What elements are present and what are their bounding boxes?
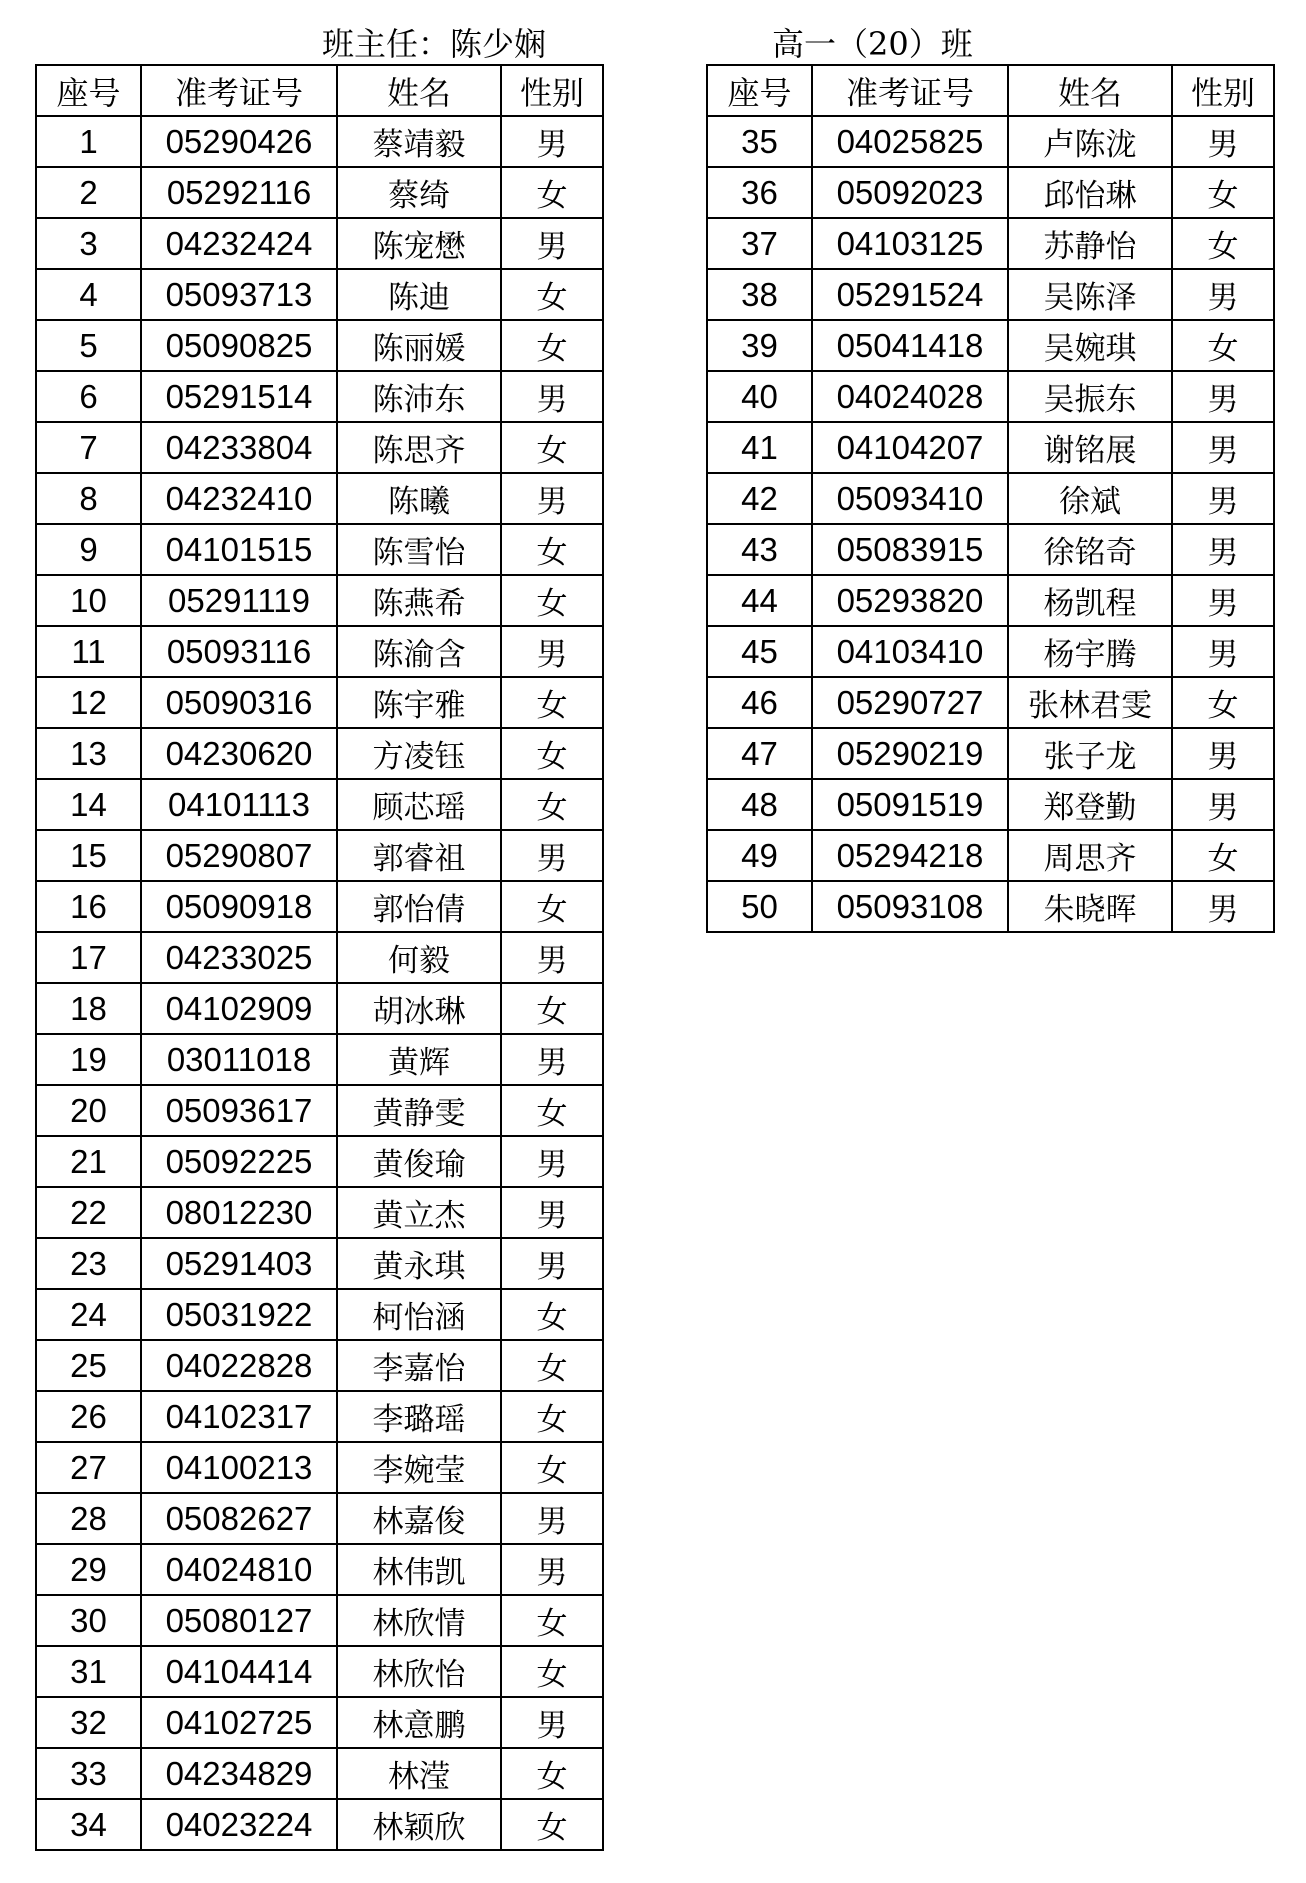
sex-cell: 女: [501, 524, 603, 575]
exam-id-header: 准考证号: [141, 65, 337, 116]
table-row: [36, 1136, 603, 1187]
seat-header: 座号: [707, 65, 812, 116]
sex-cell: 男: [501, 218, 603, 269]
name-cell: 张林君雯: [1008, 677, 1172, 728]
name-cell: 陈燕希: [337, 575, 501, 626]
sex-cell: 男: [1172, 422, 1274, 473]
name-cell: 邱怡琳: [1008, 167, 1172, 218]
name-cell: 蔡绮: [337, 167, 501, 218]
seat-cell: 12: [36, 677, 141, 728]
seat-cell: 40: [707, 371, 812, 422]
table-row: [36, 1238, 603, 1289]
seat-cell: 46: [707, 677, 812, 728]
header-row: [36, 65, 603, 116]
table-row: [707, 167, 1274, 218]
table-row: [36, 575, 603, 626]
exam-id-header: 准考证号: [812, 65, 1008, 116]
name-cell: 李璐瑶: [337, 1391, 501, 1442]
sex-cell: 男: [1172, 728, 1274, 779]
seat-cell: 50: [707, 881, 812, 932]
table-row: [707, 473, 1274, 524]
exam-id-cell: 08012230: [141, 1187, 337, 1238]
table-row: [36, 371, 603, 422]
sex-cell: 女: [501, 269, 603, 320]
name-cell: 谢铭展: [1008, 422, 1172, 473]
seat-cell: 1: [36, 116, 141, 167]
name-cell: 黄立杰: [337, 1187, 501, 1238]
sex-cell: 男: [1172, 473, 1274, 524]
sex-cell: 女: [1172, 830, 1274, 881]
table-row: [36, 983, 603, 1034]
name-cell: 徐斌: [1008, 473, 1172, 524]
sex-cell: 男: [501, 1034, 603, 1085]
seat-cell: 11: [36, 626, 141, 677]
exam-id-cell: 05293820: [812, 575, 1008, 626]
seat-cell: 32: [36, 1697, 141, 1748]
seat-cell: 26: [36, 1391, 141, 1442]
table-row: [707, 830, 1274, 881]
seat-cell: 31: [36, 1646, 141, 1697]
exam-id-cell: 04232410: [141, 473, 337, 524]
table-row: [36, 1034, 603, 1085]
table-row: [36, 1391, 603, 1442]
seat-cell: 27: [36, 1442, 141, 1493]
table-row: [36, 1595, 603, 1646]
seat-cell: 45: [707, 626, 812, 677]
table-row: [36, 1748, 603, 1799]
name-cell: 苏静怡: [1008, 218, 1172, 269]
seat-cell: 15: [36, 830, 141, 881]
seat-cell: 16: [36, 881, 141, 932]
seat-cell: 20: [36, 1085, 141, 1136]
name-cell: 顾芯瑶: [337, 779, 501, 830]
table-row: [36, 1697, 603, 1748]
sex-cell: 女: [501, 1340, 603, 1391]
sex-cell: 女: [501, 728, 603, 779]
roster-table-left: [35, 64, 604, 1851]
exam-id-cell: 05090316: [141, 677, 337, 728]
seat-cell: 21: [36, 1136, 141, 1187]
table-row: [707, 779, 1274, 830]
sex-cell: 女: [1172, 218, 1274, 269]
table-row: [36, 1187, 603, 1238]
exam-id-cell: 04100213: [141, 1442, 337, 1493]
sex-cell: 男: [501, 1697, 603, 1748]
table-row: [36, 830, 603, 881]
sex-cell: 男: [1172, 881, 1274, 932]
table-row: [36, 422, 603, 473]
exam-id-cell: 04024810: [141, 1544, 337, 1595]
exam-id-cell: 05290807: [141, 830, 337, 881]
table-row: [36, 932, 603, 983]
exam-id-cell: 04102909: [141, 983, 337, 1034]
sex-header: 性别: [1172, 65, 1274, 116]
sex-cell: 男: [501, 371, 603, 422]
sex-cell: 男: [1172, 116, 1274, 167]
name-cell: 朱晓晖: [1008, 881, 1172, 932]
name-cell: 李嘉怡: [337, 1340, 501, 1391]
sex-cell: 男: [1172, 524, 1274, 575]
name-cell: 林颖欣: [337, 1799, 501, 1850]
seat-cell: 3: [36, 218, 141, 269]
exam-id-cell: 04101515: [141, 524, 337, 575]
name-cell: 徐铭奇: [1008, 524, 1172, 575]
name-cell: 陈迪: [337, 269, 501, 320]
name-cell: 陈思齐: [337, 422, 501, 473]
table-row: [36, 728, 603, 779]
sex-cell: 女: [501, 1442, 603, 1493]
seat-cell: 36: [707, 167, 812, 218]
table-row: [707, 881, 1274, 932]
seat-cell: 2: [36, 167, 141, 218]
exam-id-cell: 04103125: [812, 218, 1008, 269]
name-cell: 陈丽媛: [337, 320, 501, 371]
sex-cell: 女: [1172, 320, 1274, 371]
exam-id-cell: 05093410: [812, 473, 1008, 524]
name-cell: 李婉莹: [337, 1442, 501, 1493]
seat-cell: 14: [36, 779, 141, 830]
exam-id-cell: 05090825: [141, 320, 337, 371]
sex-cell: 男: [501, 1493, 603, 1544]
seat-cell: 30: [36, 1595, 141, 1646]
exam-id-cell: 04104414: [141, 1646, 337, 1697]
name-cell: 周思齐: [1008, 830, 1172, 881]
seat-cell: 23: [36, 1238, 141, 1289]
sex-cell: 男: [501, 473, 603, 524]
name-cell: 黄俊瑜: [337, 1136, 501, 1187]
exam-id-cell: 05093617: [141, 1085, 337, 1136]
exam-id-cell: 05294218: [812, 830, 1008, 881]
name-cell: 杨凯程: [1008, 575, 1172, 626]
exam-id-cell: 05031922: [141, 1289, 337, 1340]
seat-cell: 5: [36, 320, 141, 371]
name-cell: 林嘉俊: [337, 1493, 501, 1544]
sex-cell: 女: [501, 167, 603, 218]
exam-id-cell: 04023224: [141, 1799, 337, 1850]
name-cell: 陈宠懋: [337, 218, 501, 269]
seat-cell: 34: [36, 1799, 141, 1850]
table-row: [36, 218, 603, 269]
sex-cell: 男: [1172, 371, 1274, 422]
teacher-title: 班主任：陈少娴: [322, 25, 547, 63]
exam-id-cell: 05291119: [141, 575, 337, 626]
name-cell: 吴婉琪: [1008, 320, 1172, 371]
name-cell: 胡冰琳: [337, 983, 501, 1034]
name-cell: 何毅: [337, 932, 501, 983]
table-row: [36, 1799, 603, 1850]
exam-id-cell: 04022828: [141, 1340, 337, 1391]
seat-cell: 17: [36, 932, 141, 983]
sex-cell: 男: [1172, 626, 1274, 677]
sex-cell: 女: [501, 320, 603, 371]
seat-cell: 44: [707, 575, 812, 626]
exam-id-cell: 05292116: [141, 167, 337, 218]
sex-cell: 女: [501, 575, 603, 626]
seat-cell: 47: [707, 728, 812, 779]
sex-cell: 男: [1172, 779, 1274, 830]
seat-cell: 25: [36, 1340, 141, 1391]
name-cell: 方凌钰: [337, 728, 501, 779]
table-row: [36, 473, 603, 524]
table-row: [36, 1544, 603, 1595]
exam-id-cell: 04025825: [812, 116, 1008, 167]
table-row: [36, 167, 603, 218]
roster-table-right: [706, 64, 1275, 933]
exam-id-cell: 04101113: [141, 779, 337, 830]
seat-cell: 39: [707, 320, 812, 371]
seat-cell: 49: [707, 830, 812, 881]
table-row: [36, 116, 603, 167]
sex-cell: 女: [501, 677, 603, 728]
seat-cell: 38: [707, 269, 812, 320]
exam-id-cell: 04230620: [141, 728, 337, 779]
exam-id-cell: 05290219: [812, 728, 1008, 779]
name-cell: 卢陈泷: [1008, 116, 1172, 167]
seat-header: 座号: [36, 65, 141, 116]
sex-cell: 女: [501, 1799, 603, 1850]
seat-cell: 18: [36, 983, 141, 1034]
name-header: 姓名: [337, 65, 501, 116]
name-cell: 杨宇腾: [1008, 626, 1172, 677]
sex-cell: 男: [501, 1544, 603, 1595]
exam-id-cell: 05291514: [141, 371, 337, 422]
table-row: [707, 218, 1274, 269]
table-row: [36, 1442, 603, 1493]
name-cell: 林伟凯: [337, 1544, 501, 1595]
name-cell: 黄静雯: [337, 1085, 501, 1136]
sex-cell: 男: [501, 1136, 603, 1187]
exam-id-cell: 05093116: [141, 626, 337, 677]
name-cell: 林欣怡: [337, 1646, 501, 1697]
name-cell: 张子龙: [1008, 728, 1172, 779]
sex-cell: 女: [501, 1748, 603, 1799]
table-row: [36, 779, 603, 830]
exam-id-cell: 03011018: [141, 1034, 337, 1085]
table-row: [707, 269, 1274, 320]
table-row: [707, 575, 1274, 626]
seat-cell: 37: [707, 218, 812, 269]
table-row: [707, 626, 1274, 677]
seat-cell: 48: [707, 779, 812, 830]
name-cell: 黄辉: [337, 1034, 501, 1085]
name-cell: 陈沛东: [337, 371, 501, 422]
name-cell: 吴振东: [1008, 371, 1172, 422]
seat-cell: 22: [36, 1187, 141, 1238]
name-cell: 陈渝含: [337, 626, 501, 677]
exam-id-cell: 04233025: [141, 932, 337, 983]
seat-cell: 13: [36, 728, 141, 779]
sex-cell: 男: [1172, 575, 1274, 626]
name-cell: 柯怡涵: [337, 1289, 501, 1340]
name-cell: 郭睿祖: [337, 830, 501, 881]
table-row: [707, 728, 1274, 779]
sex-cell: 女: [501, 1595, 603, 1646]
table-row: [36, 1493, 603, 1544]
table-row: [36, 1646, 603, 1697]
sex-cell: 男: [501, 116, 603, 167]
exam-id-cell: 04234829: [141, 1748, 337, 1799]
sex-cell: 女: [501, 1391, 603, 1442]
exam-id-cell: 05291524: [812, 269, 1008, 320]
table-row: [36, 524, 603, 575]
table-row: [36, 626, 603, 677]
name-cell: 林欣情: [337, 1595, 501, 1646]
sex-cell: 女: [1172, 167, 1274, 218]
sex-cell: 女: [501, 1085, 603, 1136]
seat-cell: 24: [36, 1289, 141, 1340]
exam-id-cell: 05041418: [812, 320, 1008, 371]
name-cell: 蔡靖毅: [337, 116, 501, 167]
table-row: [707, 371, 1274, 422]
name-header: 姓名: [1008, 65, 1172, 116]
exam-id-cell: 04104207: [812, 422, 1008, 473]
seat-cell: 9: [36, 524, 141, 575]
seat-cell: 19: [36, 1034, 141, 1085]
exam-id-cell: 05091519: [812, 779, 1008, 830]
name-cell: 黄永琪: [337, 1238, 501, 1289]
exam-id-cell: 05290426: [141, 116, 337, 167]
exam-id-cell: 05290727: [812, 677, 1008, 728]
seat-cell: 4: [36, 269, 141, 320]
name-cell: 郭怡倩: [337, 881, 501, 932]
exam-id-cell: 04232424: [141, 218, 337, 269]
sex-cell: 女: [1172, 677, 1274, 728]
name-cell: 郑登勤: [1008, 779, 1172, 830]
seat-cell: 28: [36, 1493, 141, 1544]
table-row: [36, 269, 603, 320]
table-row: [36, 1289, 603, 1340]
sex-cell: 女: [501, 881, 603, 932]
table-row: [36, 677, 603, 728]
table-row: [707, 524, 1274, 575]
sex-cell: 女: [501, 1646, 603, 1697]
sex-cell: 男: [501, 1238, 603, 1289]
sex-cell: 女: [501, 779, 603, 830]
sex-cell: 男: [1172, 269, 1274, 320]
name-cell: 林意鹏: [337, 1697, 501, 1748]
table-row: [707, 116, 1274, 167]
class-title: 高一（20）班: [772, 25, 973, 63]
sex-cell: 男: [501, 932, 603, 983]
exam-id-cell: 05083915: [812, 524, 1008, 575]
seat-cell: 10: [36, 575, 141, 626]
sex-cell: 女: [501, 422, 603, 473]
seat-cell: 33: [36, 1748, 141, 1799]
seat-cell: 6: [36, 371, 141, 422]
sex-cell: 男: [501, 626, 603, 677]
seat-cell: 35: [707, 116, 812, 167]
table-row: [707, 422, 1274, 473]
sex-header: 性别: [501, 65, 603, 116]
exam-id-cell: 05093713: [141, 269, 337, 320]
sex-cell: 女: [501, 1289, 603, 1340]
sex-cell: 男: [501, 1187, 603, 1238]
seat-cell: 7: [36, 422, 141, 473]
seat-cell: 8: [36, 473, 141, 524]
sex-cell: 女: [501, 983, 603, 1034]
name-cell: 林滢: [337, 1748, 501, 1799]
exam-id-cell: 04233804: [141, 422, 337, 473]
table-row: [36, 881, 603, 932]
table-row: [707, 677, 1274, 728]
seat-cell: 29: [36, 1544, 141, 1595]
exam-id-cell: 05092225: [141, 1136, 337, 1187]
exam-id-cell: 05093108: [812, 881, 1008, 932]
exam-id-cell: 04103410: [812, 626, 1008, 677]
exam-id-cell: 05092023: [812, 167, 1008, 218]
exam-id-cell: 04102317: [141, 1391, 337, 1442]
header-row: [707, 65, 1274, 116]
exam-id-cell: 04024028: [812, 371, 1008, 422]
sex-cell: 男: [501, 830, 603, 881]
table-row: [36, 1340, 603, 1391]
table-row: [707, 320, 1274, 371]
exam-id-cell: 05082627: [141, 1493, 337, 1544]
exam-id-cell: 05080127: [141, 1595, 337, 1646]
name-cell: 陈曦: [337, 473, 501, 524]
seat-cell: 42: [707, 473, 812, 524]
exam-id-cell: 05291403: [141, 1238, 337, 1289]
exam-id-cell: 04102725: [141, 1697, 337, 1748]
seat-cell: 41: [707, 422, 812, 473]
table-row: [36, 1085, 603, 1136]
table-row: [36, 320, 603, 371]
exam-id-cell: 05090918: [141, 881, 337, 932]
name-cell: 吴陈泽: [1008, 269, 1172, 320]
seat-cell: 43: [707, 524, 812, 575]
name-cell: 陈宇雅: [337, 677, 501, 728]
name-cell: 陈雪怡: [337, 524, 501, 575]
